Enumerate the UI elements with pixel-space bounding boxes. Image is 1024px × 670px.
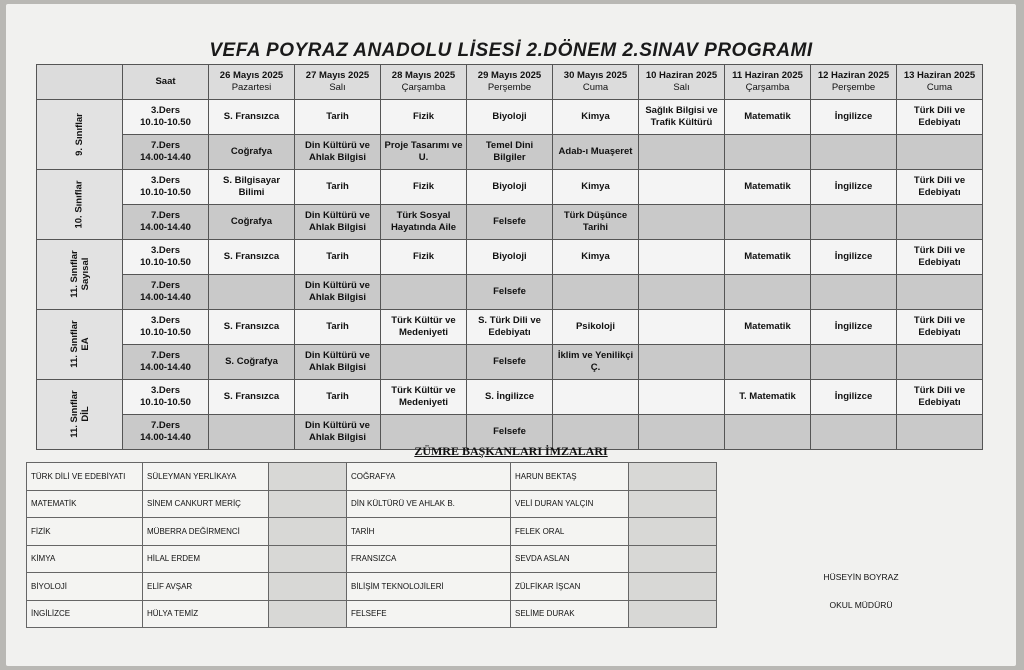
exam-cell [725, 345, 811, 380]
corner-cell [37, 65, 123, 100]
subject-cell: DİN KÜLTÜRÜ VE AHLAK B. [347, 490, 511, 518]
exam-cell [381, 275, 467, 310]
header-day: 30 Mayıs 2025 Cuma [553, 65, 639, 100]
class-group-label: 11. Sınıflar DİL [37, 380, 123, 450]
exam-cell [725, 205, 811, 240]
exam-cell: Temel Dini Bilgiler [467, 135, 553, 170]
page-title: VEFA POYRAZ ANADOLU LİSESİ 2.DÖNEM 2.SINAV PROGRAMI [209, 40, 813, 61]
signature-cell [269, 518, 347, 546]
teacher-name-cell: SEVDA ASLAN [511, 545, 629, 573]
exam-cell: Türk Dili ve Edebiyatı [897, 100, 983, 135]
exam-cell: Fizik [381, 240, 467, 275]
exam-cell [811, 205, 897, 240]
exam-cell: S. Coğrafya [209, 345, 295, 380]
exam-cell [209, 275, 295, 310]
teacher-name-cell: ZÜLFİKAR İŞCAN [511, 573, 629, 601]
teacher-name-cell: SİNEM CANKURT MERİÇ [143, 490, 269, 518]
signature-cell [269, 600, 347, 628]
exam-cell: S. Fransızca [209, 380, 295, 415]
exam-cell: Din Kültürü ve Ahlak Bilgisi [295, 135, 381, 170]
header-day: 12 Haziran 2025 Perşembe [811, 65, 897, 100]
exam-cell: Türk Dili ve Edebiyatı [897, 310, 983, 345]
teacher-name-cell: SÜLEYMAN YERLİKAYA [143, 463, 269, 491]
exam-cell: Psikoloji [553, 310, 639, 345]
signature-row [27, 518, 717, 546]
exam-cell: Fizik [381, 100, 467, 135]
exam-cell: Biyoloji [467, 240, 553, 275]
principal-name: HÜSEYİN BOYRAZ [823, 572, 899, 582]
signature-cell [269, 490, 347, 518]
subject-cell: TARİH [347, 518, 511, 546]
exam-cell: Tarih [295, 240, 381, 275]
exam-cell [553, 275, 639, 310]
exam-cell [381, 345, 467, 380]
table-row [37, 205, 983, 240]
teacher-name-cell: MÜBERRA DEĞİRMENCİ [143, 518, 269, 546]
subject-cell: FRANSIZCA [347, 545, 511, 573]
header-day: 26 Mayıs 2025 Pazartesi [209, 65, 295, 100]
signature-row [27, 463, 717, 491]
signature-cell [629, 573, 717, 601]
header-day: 11 Haziran 2025 Çarşamba [725, 65, 811, 100]
teacher-name-cell: HÜLYA TEMİZ [143, 600, 269, 628]
time-slot: 3.Ders 10.10-10.50 [123, 240, 209, 275]
exam-cell: İngilizce [811, 310, 897, 345]
header-row [37, 65, 983, 100]
exam-cell: Türk Kültür ve Medeniyeti [381, 310, 467, 345]
signatures-title: ZÜMRE BAŞKANLARI İMZALARI [414, 444, 608, 458]
exam-cell: Türk Düşünce Tarihi [553, 205, 639, 240]
teacher-name-cell: ELİF AVŞAR [143, 573, 269, 601]
signature-row [27, 573, 717, 601]
exam-cell: T. Matematik [725, 380, 811, 415]
exam-cell [725, 135, 811, 170]
exam-cell: Türk Sosyal Hayatında Aile [381, 205, 467, 240]
exam-cell: Türk Dili ve Edebiyatı [897, 380, 983, 415]
exam-cell [639, 240, 725, 275]
header-day: 29 Mayıs 2025 Perşembe [467, 65, 553, 100]
exam-cell: Kimya [553, 170, 639, 205]
signature-cell [629, 463, 717, 491]
time-slot: 3.Ders 10.10-10.50 [123, 170, 209, 205]
header-day: 28 Mayıs 2025 Çarşamba [381, 65, 467, 100]
signature-row [27, 545, 717, 573]
exam-cell: Felsefe [467, 415, 553, 450]
subject-cell: TÜRK DİLİ VE EDEBİYATI [27, 463, 143, 491]
exam-cell: S. Fransızca [209, 240, 295, 275]
exam-cell: İngilizce [811, 100, 897, 135]
subject-cell: MATEMATİK [27, 490, 143, 518]
header-day: 13 Haziran 2025 Cuma [897, 65, 983, 100]
exam-cell: Türk Kültür ve Medeniyeti [381, 380, 467, 415]
exam-cell: Fizik [381, 170, 467, 205]
table-row [37, 170, 983, 205]
exam-cell: Felsefe [467, 275, 553, 310]
exam-cell [639, 135, 725, 170]
class-group-label: 10. Sınıflar [37, 170, 123, 240]
time-slot: 3.Ders 10.10-10.50 [123, 100, 209, 135]
subject-cell: COĞRAFYA [347, 463, 511, 491]
teacher-name-cell: SELİME DURAK [511, 600, 629, 628]
exam-cell [897, 205, 983, 240]
exam-cell [811, 345, 897, 380]
document-paper [6, 4, 1016, 666]
exam-cell: Türk Dili ve Edebiyatı [897, 170, 983, 205]
time-slot: 7.Ders 14.00-14.40 [123, 205, 209, 240]
exam-cell: Matematik [725, 170, 811, 205]
exam-cell: Tarih [295, 100, 381, 135]
exam-cell: Tarih [295, 310, 381, 345]
exam-cell: Biyoloji [467, 100, 553, 135]
subject-cell: İNGİLİZCE [27, 600, 143, 628]
subject-cell: BİYOLOJİ [27, 573, 143, 601]
exam-cell: Felsefe [467, 205, 553, 240]
signature-cell [629, 490, 717, 518]
exam-cell: Matematik [725, 100, 811, 135]
exam-cell: Coğrafya [209, 135, 295, 170]
teacher-name-cell: HİLAL ERDEM [143, 545, 269, 573]
exam-cell: S. Fransızca [209, 100, 295, 135]
exam-cell: S. İngilizce [467, 380, 553, 415]
table-row [37, 240, 983, 275]
exam-cell [897, 275, 983, 310]
exam-cell: Sağlık Bilgisi ve Trafik Kültürü [639, 100, 725, 135]
exam-cell: Biyoloji [467, 170, 553, 205]
exam-cell: Din Kültürü ve Ahlak Bilgisi [295, 345, 381, 380]
exam-cell: Adab-ı Muaşeret [553, 135, 639, 170]
signatures-table [26, 462, 717, 628]
exam-cell: S. Fransızca [209, 310, 295, 345]
exam-cell: Matematik [725, 310, 811, 345]
exam-cell: S. Bilgisayar Bilimi [209, 170, 295, 205]
signature-cell [629, 600, 717, 628]
exam-cell: Türk Dili ve Edebiyatı [897, 240, 983, 275]
exam-cell [897, 135, 983, 170]
table-row [37, 380, 983, 415]
exam-cell: Tarih [295, 380, 381, 415]
signature-cell [269, 545, 347, 573]
exam-cell: Tarih [295, 170, 381, 205]
exam-cell: Din Kültürü ve Ahlak Bilgisi [295, 275, 381, 310]
exam-cell: Din Kültürü ve Ahlak Bilgisi [295, 415, 381, 450]
signature-cell [269, 573, 347, 601]
teacher-name-cell: FELEK ORAL [511, 518, 629, 546]
exam-cell [639, 170, 725, 205]
exam-cell [811, 135, 897, 170]
exam-cell [725, 275, 811, 310]
exam-cell: İklim ve Yenilikçi Ç. [553, 345, 639, 380]
class-group-label: 9. Sınıflar [37, 100, 123, 170]
principal-role: OKUL MÜDÜRÜ [829, 600, 893, 610]
exam-cell: Coğrafya [209, 205, 295, 240]
exam-cell: Kimya [553, 100, 639, 135]
exam-cell [639, 310, 725, 345]
time-slot: 7.Ders 14.00-14.40 [123, 135, 209, 170]
exam-cell: İngilizce [811, 240, 897, 275]
exam-cell: İngilizce [811, 170, 897, 205]
exam-cell [639, 380, 725, 415]
table-row [37, 310, 983, 345]
exam-cell: Felsefe [467, 345, 553, 380]
teacher-name-cell: VELİ DURAN YALÇIN [511, 490, 629, 518]
header-saat: Saat [123, 65, 209, 100]
time-slot: 7.Ders 14.00-14.40 [123, 415, 209, 450]
exam-cell: S. Türk Dili ve Edebiyatı [467, 310, 553, 345]
table-row [37, 275, 983, 310]
time-slot: 3.Ders 10.10-10.50 [123, 380, 209, 415]
exam-cell: İngilizce [811, 380, 897, 415]
class-group-label: 11. Sınıflar Sayısal [37, 240, 123, 310]
table-row [37, 100, 983, 135]
exam-schedule-table [36, 64, 983, 450]
teacher-name-cell: HARUN BEKTAŞ [511, 463, 629, 491]
exam-cell: Din Kültürü ve Ahlak Bilgisi [295, 205, 381, 240]
signature-row [27, 600, 717, 628]
exam-cell: Matematik [725, 240, 811, 275]
signature-cell [629, 518, 717, 546]
time-slot: 7.Ders 14.00-14.40 [123, 345, 209, 380]
exam-cell [553, 380, 639, 415]
header-day: 10 Haziran 2025 Salı [639, 65, 725, 100]
subject-cell: KİMYA [27, 545, 143, 573]
exam-cell: Proje Tasarımı ve U. [381, 135, 467, 170]
exam-cell [639, 275, 725, 310]
exam-cell [811, 275, 897, 310]
exam-cell [897, 345, 983, 380]
signature-cell [629, 545, 717, 573]
subject-cell: FİZİK [27, 518, 143, 546]
exam-cell [639, 345, 725, 380]
exam-cell: Kimya [553, 240, 639, 275]
time-slot: 7.Ders 14.00-14.40 [123, 275, 209, 310]
class-group-label: 11. Sınıflar EA [37, 310, 123, 380]
table-row [37, 135, 983, 170]
header-day: 27 Mayıs 2025 Salı [295, 65, 381, 100]
time-slot: 3.Ders 10.10-10.50 [123, 310, 209, 345]
subject-cell: BİLİŞİM TEKNOLOJİLERİ [347, 573, 511, 601]
signature-row [27, 490, 717, 518]
exam-cell [639, 205, 725, 240]
table-row [37, 345, 983, 380]
signature-cell [269, 463, 347, 491]
subject-cell: FELSEFE [347, 600, 511, 628]
